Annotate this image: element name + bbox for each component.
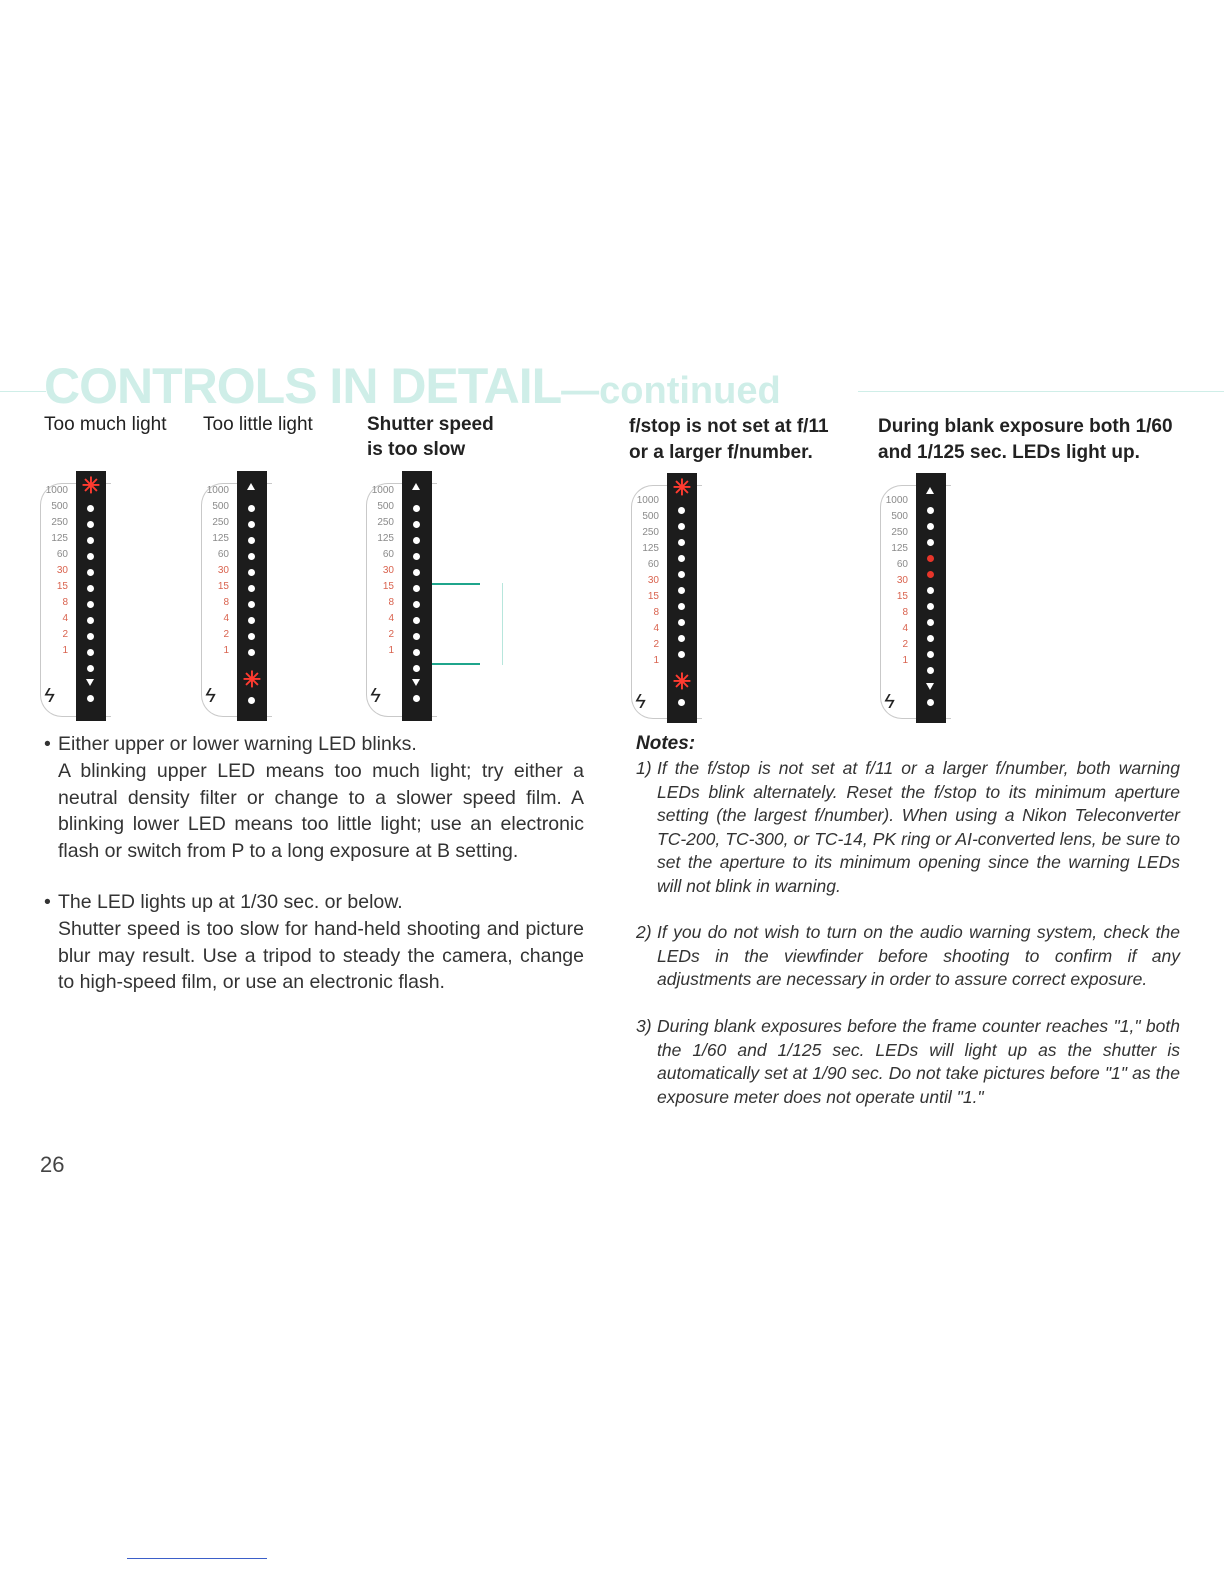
scale-label: 30 [217,565,229,576]
led-dot [413,569,420,576]
scale-label: 8 [223,597,229,608]
led-dot [248,617,255,624]
scale-label: 125 [377,533,394,544]
led-dot [678,507,685,514]
caption-too-little-light: Too little light [203,414,313,435]
header-title [44,358,781,419]
page-number: 26 [40,1152,65,1177]
scale-label: 15 [56,581,68,592]
led-dot [678,523,685,530]
scale-label: 8 [62,597,68,608]
scale-label: 125 [642,543,659,554]
scale-label: 30 [647,575,659,586]
scale-label: 1000 [45,485,68,496]
scale-label: 2 [653,639,659,650]
scale-label: 2 [223,629,229,640]
led-dot [927,523,934,530]
footer-rule [127,1558,267,1559]
led-dot [248,537,255,544]
led-dot [413,695,420,702]
blinking-upper-led-icon: ✳ [672,475,692,500]
triangle-down-icon [926,683,934,690]
scale-label: 500 [51,501,68,512]
scale-label: 15 [382,581,394,592]
caption-blank-2: and 1/125 sec. LEDs light up. [878,442,1140,463]
scale-label: 2 [62,629,68,640]
slow-range-bracket [432,583,508,665]
led-dot [87,569,94,576]
scale-label: 500 [377,501,394,512]
scale-label: 15 [896,591,908,602]
triangle-up-icon [926,487,934,494]
triangle-up-icon [412,483,420,490]
led-dot [927,619,934,626]
scale-label: 60 [56,549,68,560]
led-dot [413,649,420,656]
scale-label: 2 [902,639,908,650]
led-dot [927,699,934,706]
led-dot [248,697,255,704]
bullet-mark: • [44,891,51,913]
led-dot [927,667,934,674]
led-dot [87,537,94,544]
scale-label: 60 [896,559,908,570]
scale-label: 125 [891,543,908,554]
led-dot [413,601,420,608]
bracket-line [502,583,503,665]
led-dot [87,505,94,512]
section-header [0,358,1224,414]
flash-icon: ϟ [44,685,55,707]
led-dot [87,521,94,528]
caption-fstop-1: f/stop is not set at f/11 [629,416,829,437]
led-dot [413,665,420,672]
led-dot [87,633,94,640]
flash-icon: ϟ [635,691,646,713]
bullet-2-head: The LED lights up at 1/30 sec. or below. [58,891,403,913]
led-dot [678,699,685,706]
scale-label: 30 [382,565,394,576]
scale-label: 4 [902,623,908,634]
scale-label: 8 [388,597,394,608]
scale-label: 60 [382,549,394,560]
caption-fstop-2: or a larger f/number. [629,442,813,463]
bullet-1-body: A blinking upper LED means too much light; try either a neutral density filter or change to a slower speed film. A blinking lower LED means too little light; use an electronic flash or switch from P to a long exposure at B setting. [58,760,584,862]
led-60-lit [927,571,934,578]
scale-label: 500 [642,511,659,522]
scale-label: 60 [647,559,659,570]
led-dot [678,603,685,610]
scale-label: 1000 [371,485,394,496]
scale-label: 1 [388,645,394,656]
led-dot [678,539,685,546]
led-dot [248,553,255,560]
blinking-upper-led-icon: ✳ [81,473,101,498]
notes-heading: Notes: [636,733,696,754]
triangle-down-icon [412,679,420,686]
led-panel-fstop [595,473,710,723]
scale-label: 2 [388,629,394,640]
bracket-line [432,663,480,665]
flash-icon: ϟ [205,685,216,707]
scale-label: 4 [62,613,68,624]
led-dot [87,553,94,560]
scale-label: 30 [896,575,908,586]
scale-label: 250 [51,517,68,528]
scale-label: 250 [891,527,908,538]
scale-label: 8 [902,607,908,618]
scale-label: 500 [891,511,908,522]
flash-icon: ϟ [370,685,381,707]
scale-label: 4 [223,613,229,624]
scale-label: 500 [212,501,229,512]
bullet-mark: • [44,733,51,755]
header-title-text: CONTROLS IN DETAIL [44,358,562,414]
scale-label: 125 [212,533,229,544]
led-dot [678,651,685,658]
header-rule-left [0,391,46,392]
header-rule-right [858,391,1224,392]
caption-shutter-slow-1: Shutter speed [367,414,494,435]
scale-label: 1000 [636,495,659,506]
scale-label: 125 [51,533,68,544]
led-dot [87,585,94,592]
led-dot [87,695,94,702]
led-dot [87,601,94,608]
led-dot [927,635,934,642]
flash-icon: ϟ [884,691,895,713]
led-panel-too-little-light [165,471,280,721]
triangle-up-icon [247,483,255,490]
led-dot [248,585,255,592]
led-dot [413,521,420,528]
led-dot [248,633,255,640]
scale-label: 250 [642,527,659,538]
led-dot [927,603,934,610]
led-dot [248,521,255,528]
scale-label: 1000 [885,495,908,506]
bracket-line [432,583,480,585]
led-panel-shutter-slow [330,471,445,721]
led-dot [248,649,255,656]
blinking-lower-led-icon: ✳ [672,669,692,694]
led-dot [678,555,685,562]
scale-label: 8 [653,607,659,618]
scale-label: 60 [217,549,229,560]
triangle-down-icon [86,679,94,686]
scale-label: 1 [223,645,229,656]
led-125-lit [927,555,934,562]
led-dot [413,537,420,544]
led-dot [413,505,420,512]
bullet-2-body: Shutter speed is too slow for hand-held shooting and picture blur may result. Use a tripod to steady the camera, change to high-speed film, or use an electronic flash. [58,918,584,993]
scale-label: 4 [388,613,394,624]
led-panel-too-much-light [4,471,119,721]
scale-label: 15 [647,591,659,602]
scale-label: 250 [377,517,394,528]
led-dot [413,633,420,640]
led-dot [678,635,685,642]
led-dot [927,651,934,658]
led-dot [248,601,255,608]
led-dot [927,507,934,514]
header-subtitle: —continued [561,370,781,412]
led-dot [413,585,420,592]
blinking-lower-led-icon: ✳ [242,667,262,692]
bullet-1-head: Either upper or lower warning LED blinks. [58,733,417,755]
led-dot [413,617,420,624]
led-dot [248,505,255,512]
scale-label: 4 [653,623,659,634]
caption-shutter-slow-2: is too slow [367,439,466,460]
led-dot [413,553,420,560]
led-dot [927,539,934,546]
led-dot [87,649,94,656]
led-panel-blank-exposure [844,473,959,723]
scale-label: 1000 [206,485,229,496]
scale-label: 250 [212,517,229,528]
led-dot [678,571,685,578]
led-dot [678,619,685,626]
led-dot [87,665,94,672]
led-dot [678,587,685,594]
scale-label: 1 [653,655,659,666]
scale-label: 15 [217,581,229,592]
caption-blank-1: During blank exposure both 1/60 [878,416,1173,437]
left-body-text [44,731,584,1021]
led-dot [927,587,934,594]
caption-too-much-light: Too much light [44,414,167,435]
scale-label: 1 [902,655,908,666]
scale-label: 30 [56,565,68,576]
led-dot [87,617,94,624]
scale-label: 1 [62,645,68,656]
led-dot [248,569,255,576]
